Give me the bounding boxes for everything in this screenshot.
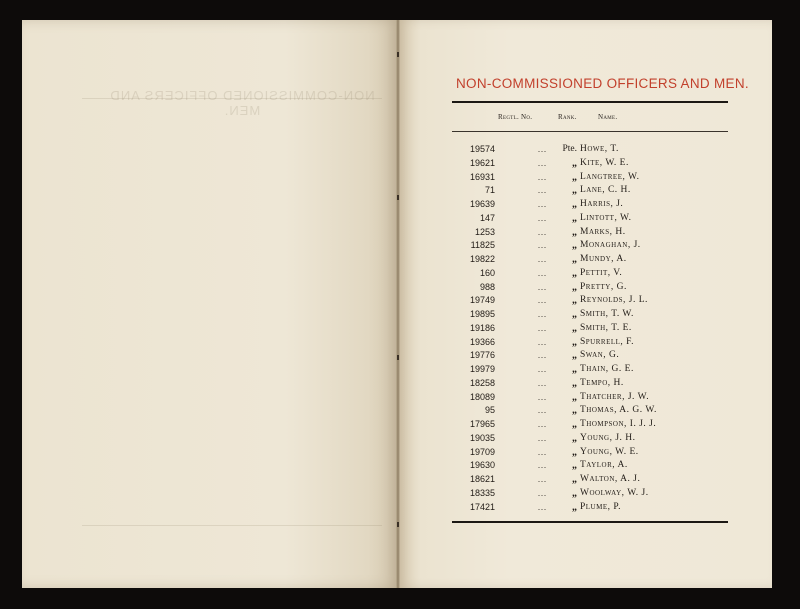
soldier-name: Thain, G. E. [580,364,634,374]
regimental-number: 19186 [469,322,495,333]
leader-dots: ... [538,310,547,319]
soldier-name: Young, J. H. [580,432,636,443]
leader-dots: ... [538,172,547,182]
rank: „ [572,432,577,444]
soldier-name: Pettit, V. [580,267,623,278]
regimental-number: 18258 [469,377,495,388]
rank: „ [572,501,577,513]
leader-dots: ... [538,158,547,168]
roster-row [454,363,734,377]
regimental-number: 19822 [469,254,495,264]
leader-dots: ... [538,378,547,388]
booklet-spine [396,20,400,588]
rank: „ [572,267,577,279]
rank: „ [572,405,577,417]
leader-dots: ... [538,213,547,223]
roster-row [454,418,734,432]
roster-row [454,171,734,185]
rank: „ [572,281,577,293]
leader-dots: ... [538,323,547,333]
roster-row [454,239,734,253]
leader-dots: ... [538,392,547,402]
regimental-number: 19895 [469,309,495,319]
leader-dots: ... [538,255,547,264]
regimental-number: 988 [479,281,495,292]
leader-dots: ... [538,296,547,306]
regimental-number: 19574 [469,144,495,154]
header-bottom-rule [452,131,728,132]
regimental-number: 18621 [469,474,495,484]
leader-dots: ... [538,282,547,292]
soldier-name: Woolway, W. J. [580,487,649,498]
leader-dots: ... [538,200,547,209]
roster-row [454,143,734,157]
stitch-mark [397,52,399,57]
leader-dots: ... [538,145,547,154]
rank: „ [572,295,577,307]
regimental-number: 19621 [469,157,495,168]
regimental-number: 95 [484,405,495,416]
leader-dots: ... [538,241,547,251]
rank: „ [572,226,577,238]
regimental-number: 18335 [469,487,495,498]
bleed-through-rule [82,525,382,526]
rank: „ [572,199,577,210]
roster-row [454,212,734,226]
rank: „ [572,419,577,430]
leader-dots: ... [538,475,547,484]
leader-dots: ... [538,337,547,347]
leader-dots: ... [538,433,547,443]
regimental-number: 19749 [469,295,495,306]
roster-row [454,391,734,405]
soldier-name: Marks, H. [580,226,626,237]
roster-row [454,404,734,418]
roster-row [454,308,734,322]
roster-row [454,432,734,446]
roster-row [454,157,734,171]
roster-row [454,184,734,198]
soldier-name: Kite, W. E. [580,157,629,168]
soldier-name: Young, W. E. [580,446,639,457]
leader-dots: ... [538,351,547,361]
regimental-number: 11825 [470,240,495,251]
column-header-regtl-no: Regtl. No. [498,113,533,121]
soldier-name: Tempo, H. [580,377,624,388]
rank: „ [572,446,577,458]
regimental-number: 1253 [474,226,495,237]
regimental-number: 17965 [469,419,495,429]
rank: „ [572,487,577,499]
roster-list [454,143,734,514]
stitch-mark [397,355,399,360]
rank: „ [572,254,577,265]
rank: „ [572,364,577,375]
soldier-name: Swan, G. [580,350,620,361]
leader-dots: ... [538,502,547,512]
leader-dots: ... [538,488,547,498]
soldier-name: Mundy, A. [580,254,627,264]
rank: „ [572,212,577,224]
regimental-number: 19776 [469,350,495,361]
regimental-number: 19366 [469,336,495,347]
regimental-number: 19035 [469,432,495,443]
roster-row [454,322,734,336]
soldier-name: Walton, A. J. [580,474,641,484]
leader-dots: ... [538,420,547,429]
soldier-name: Thompson, I. J. J. [580,419,657,429]
regimental-number: 160 [479,267,495,278]
rank: „ [572,171,577,183]
header-top-rule [452,101,728,103]
footer-rule [452,521,728,523]
soldier-name: Reynolds, J. L. [580,295,648,306]
soldier-name: Plume, P. [580,501,621,512]
rank: „ [572,185,577,197]
soldier-name: Thomas, A. G. W. [580,405,657,416]
roster-row [454,501,734,515]
regimental-number: 16931 [469,171,495,182]
roster-row [454,198,734,212]
roster-row [454,267,734,281]
regimental-number: 19630 [469,460,495,471]
roster-row [454,349,734,363]
leader-dots: ... [538,268,547,278]
roster-row [454,226,734,240]
stitch-mark [397,195,399,200]
column-header-name: Name. [598,113,618,121]
soldier-name: Smith, T. E. [580,322,632,333]
soldier-name: Thatcher, J. W. [580,391,650,402]
soldier-name: Langtree, W. [580,171,640,182]
roster-row [454,487,734,501]
roster-row [454,336,734,350]
soldier-name: Harris, J. [580,199,624,209]
soldier-name: Monaghan, J. [580,240,641,251]
rank: „ [572,350,577,362]
leader-dots: ... [538,406,547,416]
regimental-number: 17421 [469,501,495,512]
soldier-name: Pretty, G. [580,281,627,292]
roster-row [454,459,734,473]
roster-row [454,253,734,267]
rank: „ [572,322,577,334]
bleed-through-rule [82,98,382,99]
roster-row [454,377,734,391]
rank: Pte. [562,144,577,154]
soldier-name: Lane, C. H. [580,185,631,196]
leader-dots: ... [538,186,547,196]
page-title: NON-COMMISSIONED OFFICERS AND MEN. [456,76,749,91]
rank: „ [572,309,577,320]
regimental-number: 18089 [469,391,495,402]
rank: „ [572,240,577,252]
regimental-number: 19639 [469,199,495,209]
roster-row [454,473,734,487]
leader-dots: ... [538,227,547,237]
rank: „ [572,377,577,389]
soldier-name: Spurrell, F. [580,336,635,347]
rank: „ [572,460,577,472]
rank: „ [572,157,577,169]
leader-dots: ... [538,447,547,457]
soldier-name: Howe, T. [580,144,619,154]
rank: „ [572,391,577,403]
stitch-mark [397,522,399,527]
soldier-name: Smith, T. W. [580,309,634,319]
regimental-number: 19979 [469,364,495,374]
regimental-number: 71 [484,185,495,196]
roster-row [454,281,734,295]
roster-row [454,446,734,460]
soldier-name: Taylor, A. [580,460,628,471]
rank: „ [572,336,577,348]
left-page [22,20,398,588]
soldier-name: Lintott, W. [580,212,632,223]
bleed-through-title: NON-COMMISSIONED OFFICERS AND MEN. [109,88,375,118]
column-header-rank: Rank. [558,113,577,121]
regimental-number: 19709 [469,446,495,457]
regimental-number: 147 [479,212,495,223]
roster-row [454,294,734,308]
rank: „ [572,474,577,485]
leader-dots: ... [538,461,547,471]
leader-dots: ... [538,365,547,374]
